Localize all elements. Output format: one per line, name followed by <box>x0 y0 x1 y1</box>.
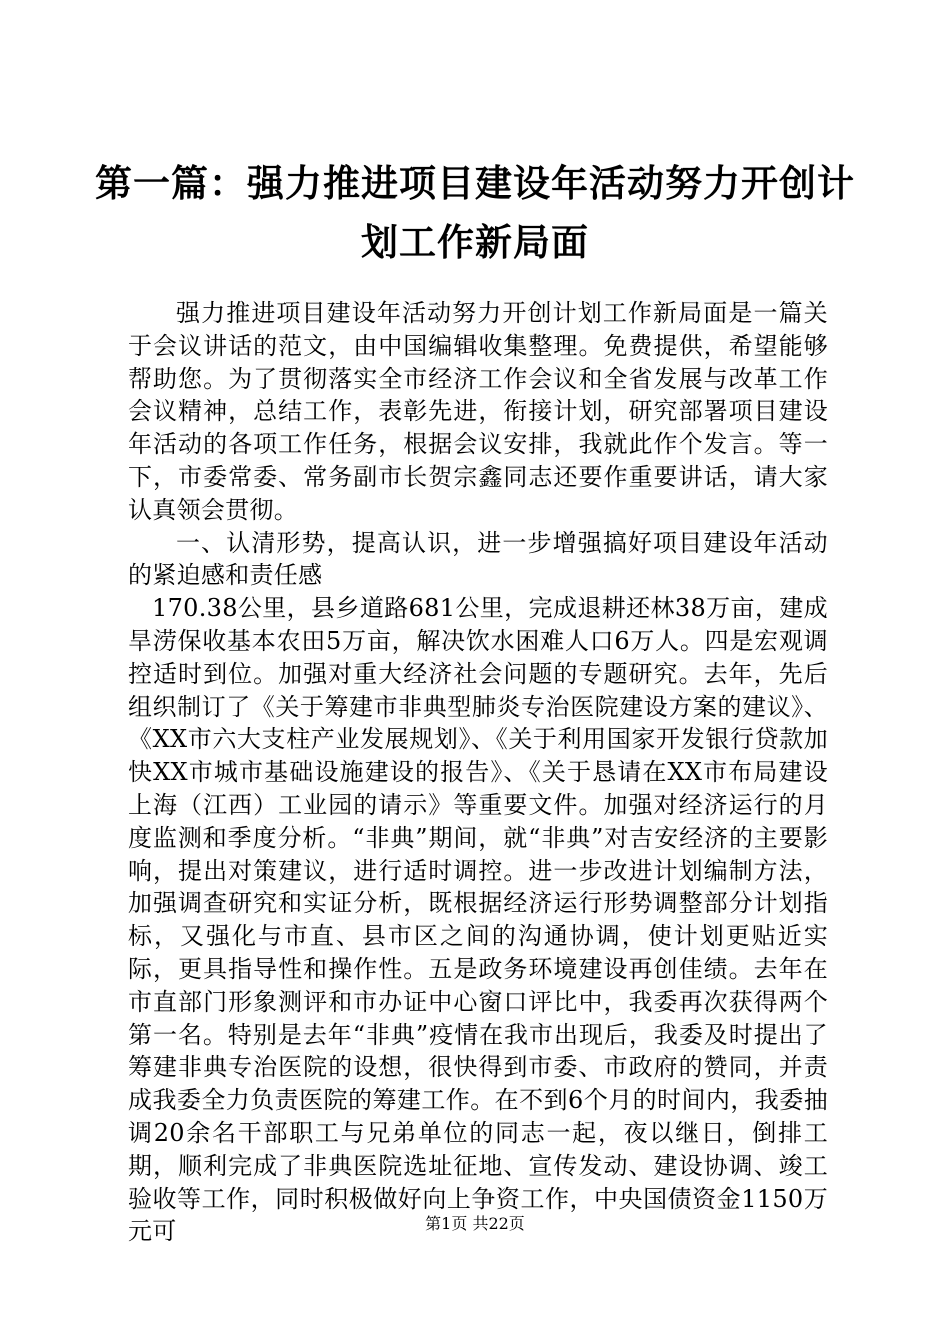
page-footer: 第1页 共22页 <box>425 1214 525 1233</box>
paragraph-intro: 强力推进项目建设年活动努力开创计划工作新局面是一篇关于会议讲话的范文，由中国编辑收集整理。免费提供，希望能够帮助您。为了贯彻落实全市经济工作会议和全省发展与改革工作会议精神，总结工作，表彰先进，衔接计划，研究部署项目建设年活动的各项工作任务，根据会议安排，我就此作个发言。等一下，市委常委、常务副市长贺宗鑫同志还要作重要讲话，请大家认真领会贯彻。 <box>128 299 828 524</box>
document-title-line-1: 第一篇：强力推进项目建设年活动努力开创计 <box>95 161 855 205</box>
document-title-line-2: 划工作新局面 <box>361 220 589 264</box>
document-body <box>128 297 828 1248</box>
paragraph-section-heading: 一、认清形势，提高认识，进一步增强搞好项目建设年活动的紧迫感和责任感 <box>128 528 828 590</box>
paragraph-main: 170.38公里，县乡道路681公里，完成退耕还林38万亩，建成旱涝保收基本农田5万亩，解决饮水困难人口6万人。四是宏观调控适时到位。加强对重大经济社会问题的专题研究。去年，先后组织制订了《关于筹建市非典型肺炎专治医院建设方案的建议》、《XX市六大支柱产业发展规划》、《关于利用国家开发银行贷款加快XX市城市基础设施建设的报告》、《关于恳请在XX市布局建设上海（江西）工业园的请示》等重要文件。加强对经济运行的月度监测和季度分析。“非典”期间，就“非典”对吉安经济的主要影响，提出对策建议，进行适时调控。进一步改进计划编制方法，加强调查研究和实证分析，既根据经济运行形势调整部分计划指标，又强化与市直、县市区之间的沟通协调，使计划更贴近实际，更具指导性和操作性。五是政务环境建设再创佳绩。去年在市直部门形象测评和市办证中心窗口评比中，我委再次获得两个第一名。特别是去年“非典”疫情在我市出现后，我委及时提出了筹建非典专治医院的设想，很快得到市委、市政府的赞同，并责成我委全力负责医院的筹建工作。在不到6个月的时间内，我委抽调20余名干部职工与兄弟单位的同志一起，夜以继日，倒排工期，顺利完成了非典医院选址征地、宣传发动、建设协调、竣工验收等工作，同时积极做好向上争资工作，中央国债资金1150万元可 <box>128 594 828 1246</box>
